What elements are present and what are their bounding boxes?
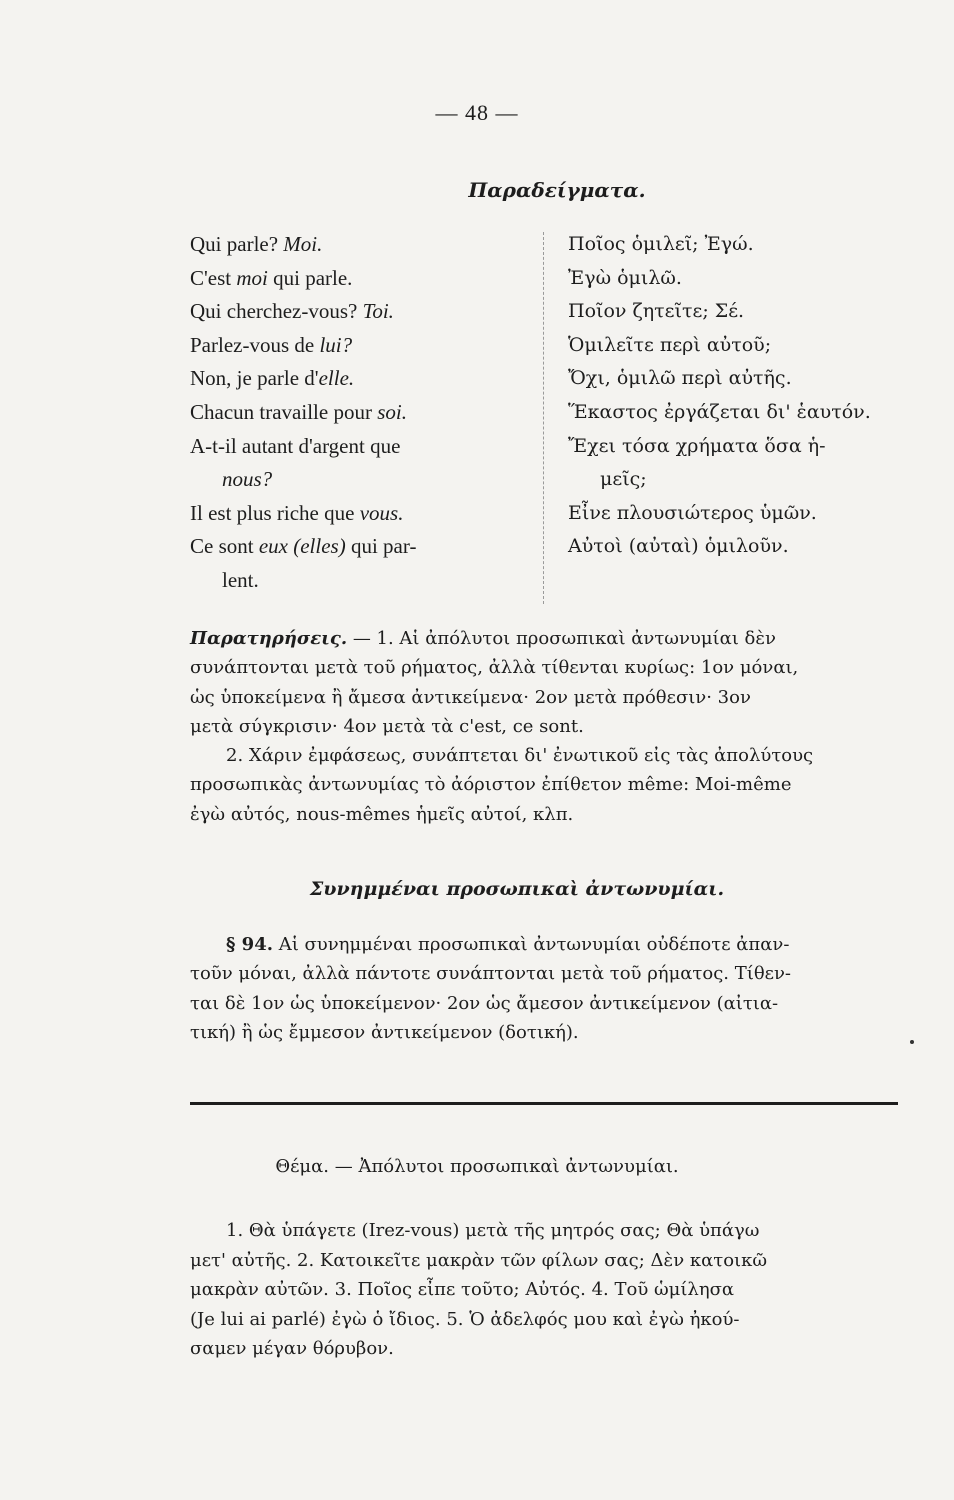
exercise-line: 1. Θὰ ὑπάγετε (Irez-vous) μετὰ τῆς μητρός σας; Θὰ ὑπάγω <box>226 1220 760 1241</box>
section-94-line: τική) ἢ ὡς ἔμμεσον ἀντικείμενον (δοτική). <box>190 1021 579 1043</box>
observations-line: 2. Χάριν ἐμφάσεως, συνάπτεται δι' ἐνωτικοῦ εἰς τὰς ἀπολύτους <box>226 745 814 767</box>
section-heading: Συνημμέναι προσωπικαὶ ἀντωνυμίαι. <box>309 878 725 900</box>
greek-line: Ποῖος ὁμιλεῖ; Ἐγώ. <box>568 233 754 255</box>
observations-line: προσωπικὰς ἀντωνυμίας τὸ ἀόριστον ἐπίθετον même: Moi-même <box>190 774 792 796</box>
section-94-line: § 94. Αἱ συνημμέναι προσωπικαὶ ἀντωνυμίαι οὐδέποτε ἀπαν- <box>226 934 790 955</box>
exercise-line: (Je lui ai parlé) ἐγὼ ὁ ἴδιος. 5. Ὁ ἀδελφός μου καὶ ἐγὼ ἠκού- <box>190 1308 740 1330</box>
page-number: — 48 — <box>435 100 519 125</box>
observations-label: Παρατηρήσεις. <box>190 628 348 649</box>
section-94-paragraph <box>190 930 900 1047</box>
observations-line: Παρατηρήσεις. — 1. Αἱ ἀπόλυτοι προσωπικαὶ ἀντωνυμίαι δὲν <box>190 628 776 649</box>
french-line: Qui parle? Moi. <box>190 232 323 256</box>
horizontal-rule <box>190 1102 898 1105</box>
french-examples-column <box>190 228 535 598</box>
french-line: Ce sont eux (elles) qui par- <box>190 534 417 559</box>
greek-line: Αὐτοὶ (αὐταὶ) ὁμιλοῦν. <box>568 535 789 558</box>
section-94-line: ται δὲ 1ον ὡς ὑποκείμενον· 2ον ὡς ἄμεσον ἀντικείμενον (αἰτια- <box>190 992 779 1014</box>
french-line: Il est plus riche que vous. <box>190 500 404 525</box>
observations-paragraph <box>190 624 900 829</box>
french-line: Non, je parle d'elle. <box>190 366 355 391</box>
exercise-line: μετ' αὐτῆς. 2. Κατοικεῖτε μακρὰν τῶν φίλων σας; Δὲν κατοικῶ <box>190 1249 768 1271</box>
greek-line: μεῖς; <box>600 468 647 491</box>
exercise-heading: Θέμα. — Ἀπόλυτοι προσωπικαὶ ἀντωνυμίαι. <box>275 1156 679 1177</box>
greek-line: Ποῖον ζητεῖτε; Σέ. <box>568 300 745 323</box>
observations-line: μετὰ σύγκρισιν· 4ον μετὰ τὰ c'est, ce sont. <box>190 715 584 737</box>
exercise-line: σαμεν μέγαν θόρυβον. <box>190 1338 394 1359</box>
column-divider <box>543 232 544 604</box>
french-line: lent. <box>222 567 259 592</box>
observations-line: ὡς ὑποκείμενα ἢ ἄμεσα ἀντικείμενα· 2ον μετὰ πρόθεσιν· 3ον <box>190 686 751 708</box>
greek-line: Ἕκαστος ἐργάζεται δι' ἑαυτόν. <box>568 400 871 423</box>
french-line: A-t-il autant d'argent que <box>190 433 401 458</box>
greek-line: Ὄχι, ὁμιλῶ περὶ αὐτῆς. <box>568 367 792 390</box>
observations-line: συνάπτονται μετὰ τοῦ ρήματος, ἀλλὰ τίθενται κυρίως: 1ον μόναι, <box>190 657 799 679</box>
stray-mark <box>910 1040 914 1044</box>
greek-examples-column <box>568 228 908 564</box>
greek-line: Ἐγὼ ὁμιλῶ. <box>568 266 682 289</box>
greek-line: Εἶνε πλουσιώτερος ὑμῶν. <box>568 501 817 524</box>
exercise-paragraph <box>190 1216 900 1364</box>
greek-line: Ἔχει τόσα χρήματα ὅσα ἡ- <box>568 434 826 457</box>
section-number: § 94. <box>226 934 273 955</box>
french-line: Qui cherchez-vous? Toi. <box>190 299 394 324</box>
french-line: Parlez-vous de lui? <box>190 332 353 357</box>
french-line: nous? <box>222 467 273 492</box>
french-line: C'est moi qui parle. <box>190 265 353 290</box>
observations-line: ἐγὼ αὐτός, nous-mêmes ἡμεῖς αὐτοί, κλπ. <box>190 803 574 825</box>
exercise-line: μακρὰν αὐτῶν. 3. Ποῖος εἶπε τοῦτο; Αὐτός. 4. Τοῦ ὡμίλησα <box>190 1279 735 1300</box>
examples-heading: Παραδείγματα. <box>468 178 646 202</box>
french-line: Chacun travaille pour soi. <box>190 399 407 424</box>
section-94-line: τοῦν μόναι, ἀλλὰ πάντοτε συνάπτονται μετὰ τοῦ ρήματος. Τίθεν- <box>190 963 792 985</box>
greek-line: Ὁμιλεῖτε περὶ αὐτοῦ; <box>568 333 772 356</box>
